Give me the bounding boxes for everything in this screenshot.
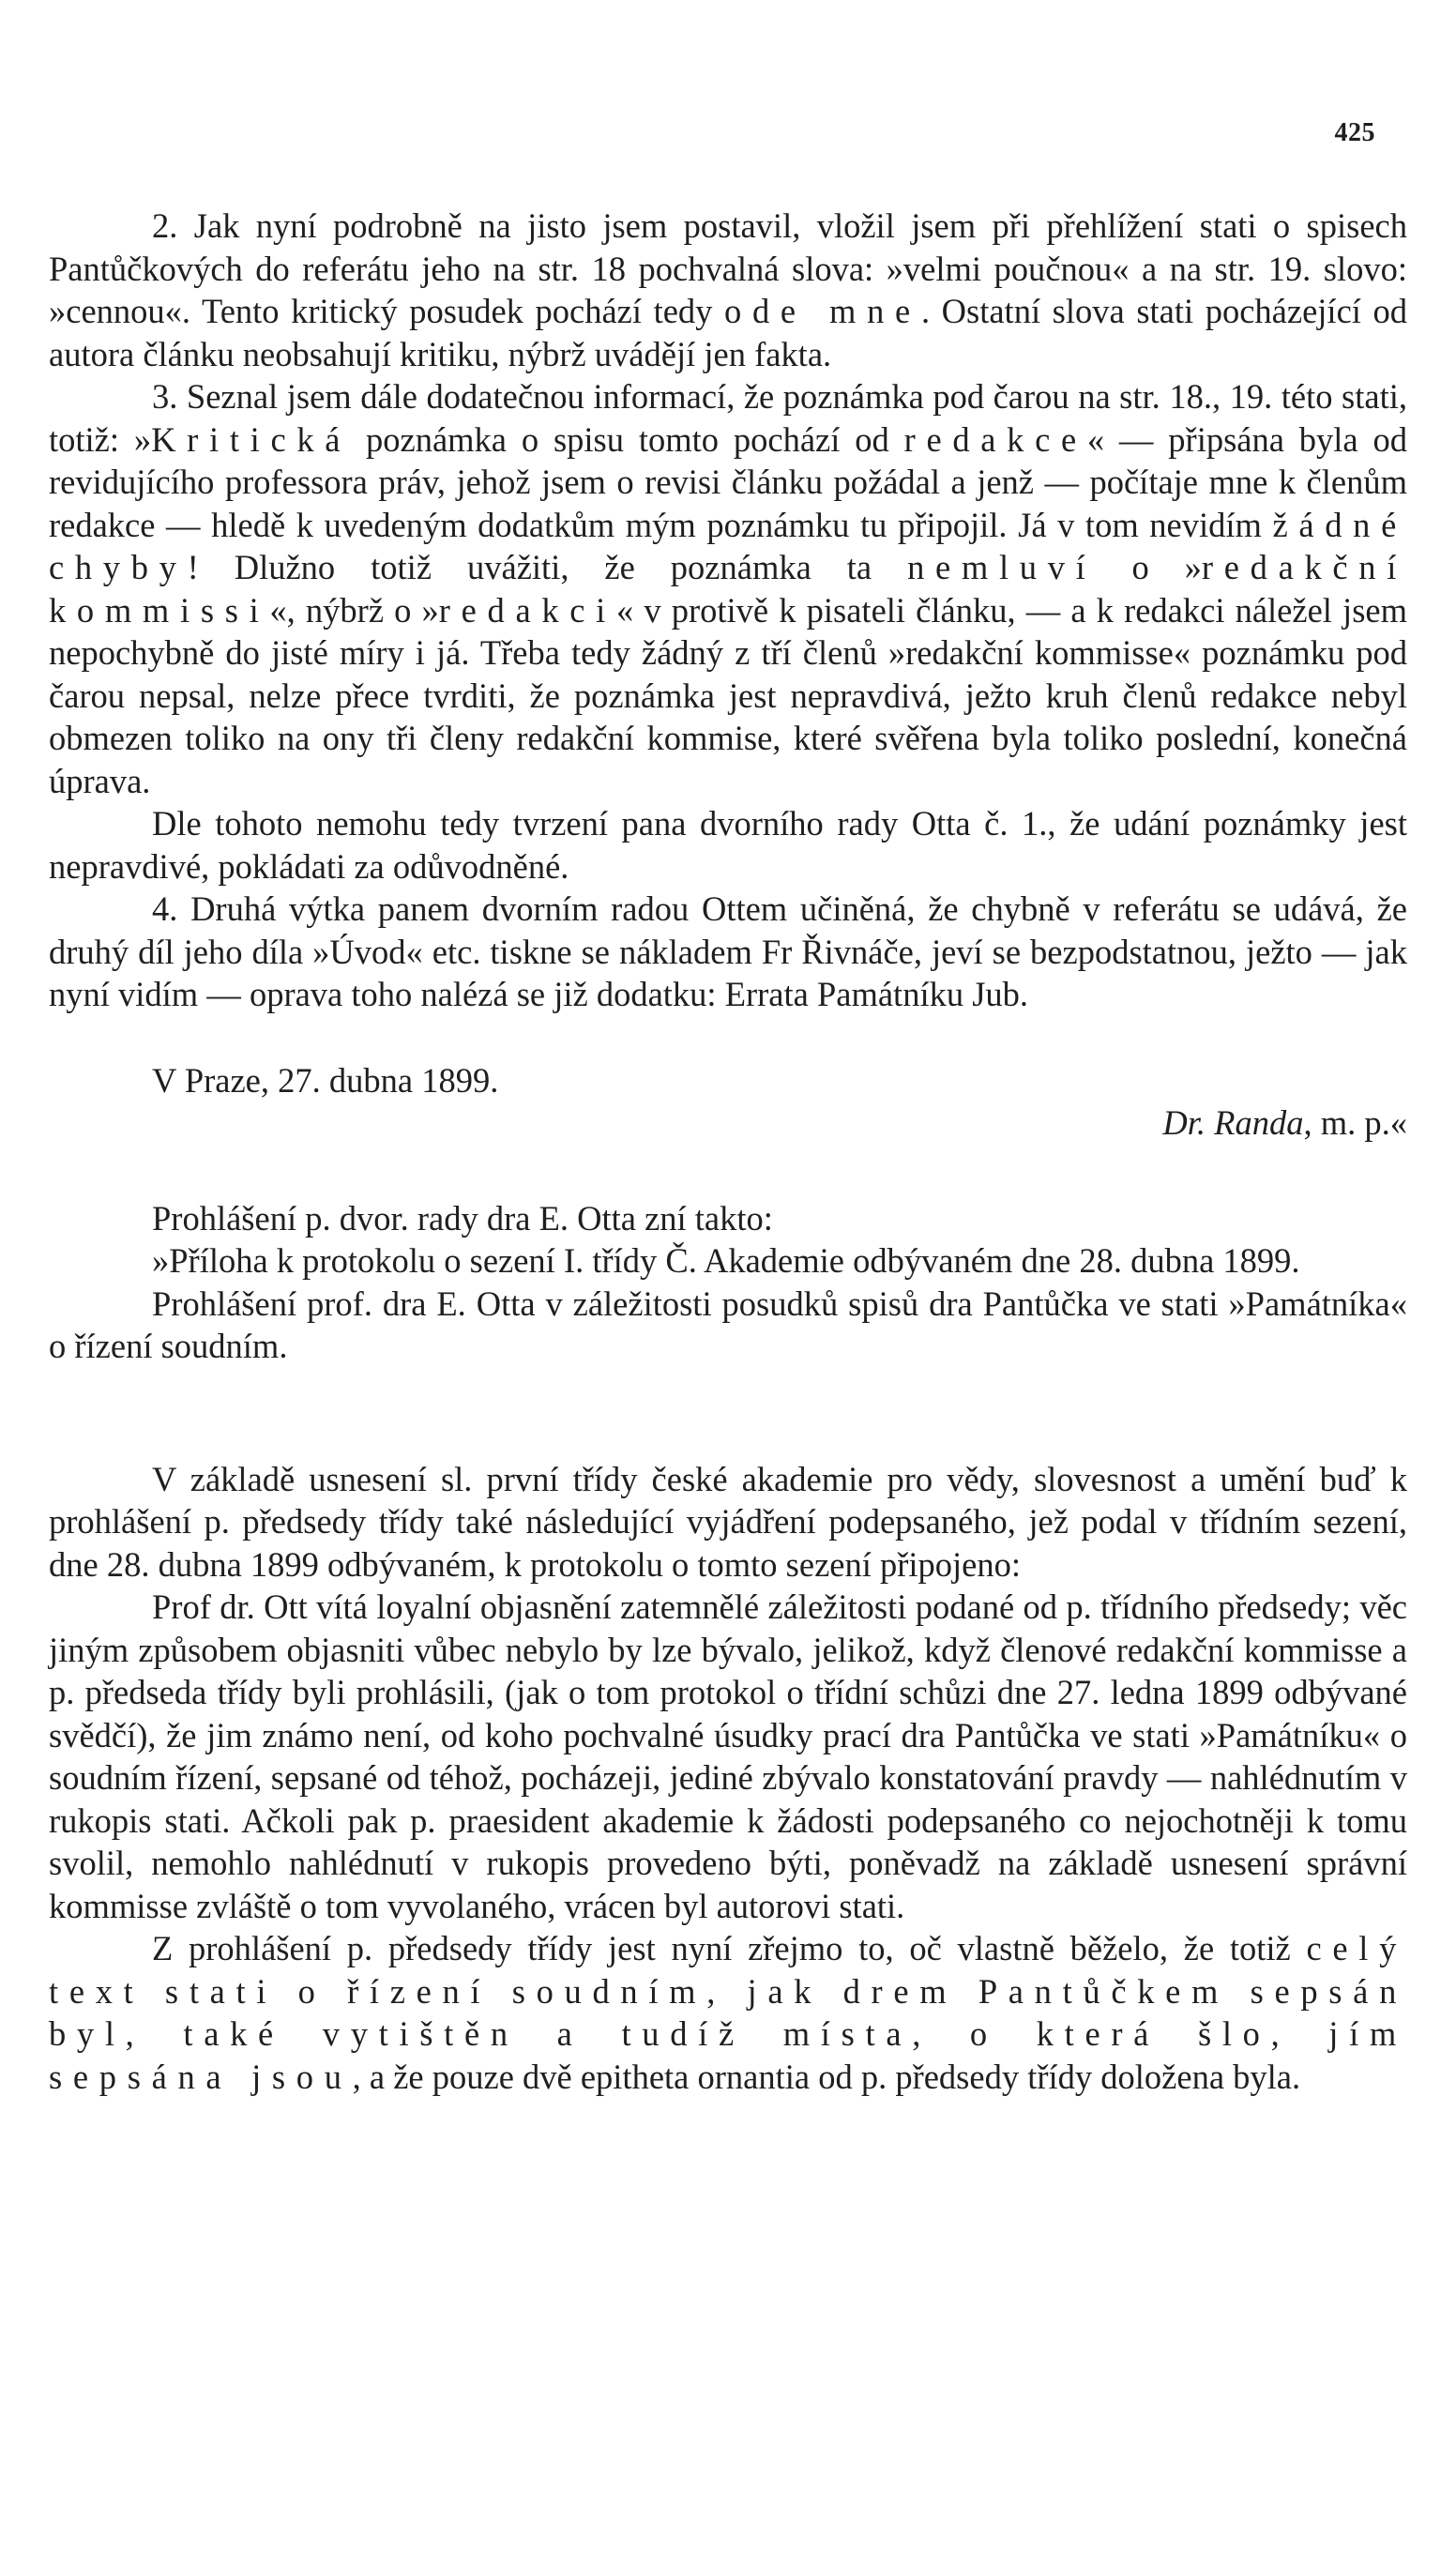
spaced-text: žádné chyby [49,505,1407,586]
spaced-text: redakci [438,590,616,630]
text-run: « — připsána byla od revidujícího professora práv, jehož jsem o revisi článku požádal a jenž — počítaje mne k členům redakce — hledě k uvedeným dodatkům mým poznámku tu připojil. Já v tom nevidím [49,419,1407,544]
spaced-text: Kritická [151,419,352,459]
text-run: o » [1096,548,1202,586]
declaration-intro: Prohlášení p. dvor. rady dra E. Otta zní takto: [152,1198,773,1238]
text-run: 2. Jak nyní podrobně na jisto jsem postavil, vložil jsem při přehlížení stati o spisech Pantůčkových do referátu jeho na str. 18 pochvalná slova: »velmi poučnou« a na str. 19. slovo: »cennou«. Tento kritický posudek pochází tedy [49,206,1407,330]
spaced-text: redakce [903,419,1087,459]
paragraph-conclusion: Dle tohoto nemohu tedy tvrzení pana dvorního rady Otta č. 1., že udání poznámky jest nepravdivé, pokládati za odůvodněné. [49,804,1407,886]
signature-name: Dr. Randa [1162,1103,1304,1142]
document-body [49,205,1407,2098]
signature-suffix: , m. p.« [1303,1103,1407,1142]
declaration-attachment: »Příloha k protokolu o sezení I. třídy Č. Akademie odbývaném dne 28. dubna 1899. [152,1241,1300,1280]
paragraph-2 [49,205,1407,375]
text-run: . Ostatní slova stati pocházející od autora článku neobsahují kritiku, nýbrž uvádějí jen fakta. [49,292,1408,373]
spaced-text: ode mne [724,292,921,330]
paragraph-resolution: V základě usnesení sl. první třídy české akademie pro vědy, slovesnost a umění buď k prohlášení p. předsedy třídy také následující vyjádření podepsaného, jež podal v třídním sezení, dne 28. dubna 1899 odbývaném, k protokolu o tomto sezení připojeno: [49,1459,1407,1584]
spaced-text: redakční kommissi [49,548,1408,630]
spaced-text: nemluví [907,548,1097,586]
paragraph-4: 4. Druhá výtka panem dvorním radou Ottem učiněná, že chybně v referátu se udává, že druhý díl jeho díla »Úvod« etc. tiskne se nákladem Fr Řivnáče, jeví se bezpodstatnou, ježto — jak nyní vidím — oprava toho nalézá se již dodatku: Errata Památníku Jub. [49,889,1407,1013]
paragraph-final [49,1927,1407,2098]
text-run: , a že pouze dvě epitheta ornantia od p. předsedy třídy doložena byla. [352,2057,1301,2096]
text-run: ! Dlužno totiž uvážiti, že poznámka ta [187,548,908,586]
text-run: poznámka o spisu tomto pochází od [351,419,904,459]
declaration-title: Prohlášení prof. dra E. Otta v záležitosti posudků spisů dra Pantůčka ve stati »Památníka« o řízení soudním. [49,1284,1407,1365]
text-run: 3. Seznal jsem dále dodatečnou informací, že poznámka pod čarou na str. 18., 19. této stati, totiž: » [49,377,1407,459]
text-run: « v protivě k pisateli článku, — a k redakci náležel jsem nepochybně do jisté míry i já. Třeba tedy žádný z tří členů »redakční kommisse« poznámku pod čarou nepsal, nelze přece tvrditi, že poznámka jest nepravdivá, ježto kruh členů redakce nebyl obmezen toliko na ony tři členy redakční kommise, které svěřena byla toliko poslední, konečná úprava. [49,590,1407,800]
text-run: Z prohlášení p. předsedy třídy jest nyní zřejmo to, oč vlastně běželo, že totiž [152,1929,1307,1967]
signature [49,1101,1407,1145]
text-run: «, nýbrž o » [269,590,439,630]
spaced-text: celý text stati o řízení soudním, jak drem Pantůčkem sepsán byl, také vytištěn a tudíž místa, o která šlo, jím sepsána jsou [49,1929,1407,2096]
place-date: V Praze, 27. dubna 1899. [152,1060,499,1100]
paragraph-ott: Prof dr. Ott vítá loyalní objasnění zatemnělé záležitosti podané od p. třídního předsedy; věc jiným způsobem objasniti vůbec nebylo by lze bývalo, jelikož, když členové redakční kommisse a p. předseda třídy byli prohlásili, (jak o tom protokol o třídní schůzi dne 27. ledna 1899 odbývané svědčí), že jim známo není, od koho pochvalné úsudky prací dra Pantůčka ve stati »Památníku« o soudním řízení, sepsané od téhož, pocházeji, jediné zbývalo konstatování pravdy — nahlédnutím v rukopis stati. Ačkoli pak p. praesident akademie k žádosti podepsaného co nejochotněji k tomu svolil, nemohlo nahlédnutí v rukopis provedeno býti, poněvadž na základě usnesení správní kommisse zvláště o tom vyvolaného, vrácen byl autorovi stati. [49,1587,1407,1925]
paragraph-3 [49,375,1407,802]
page-number: 425 [1334,118,1375,147]
